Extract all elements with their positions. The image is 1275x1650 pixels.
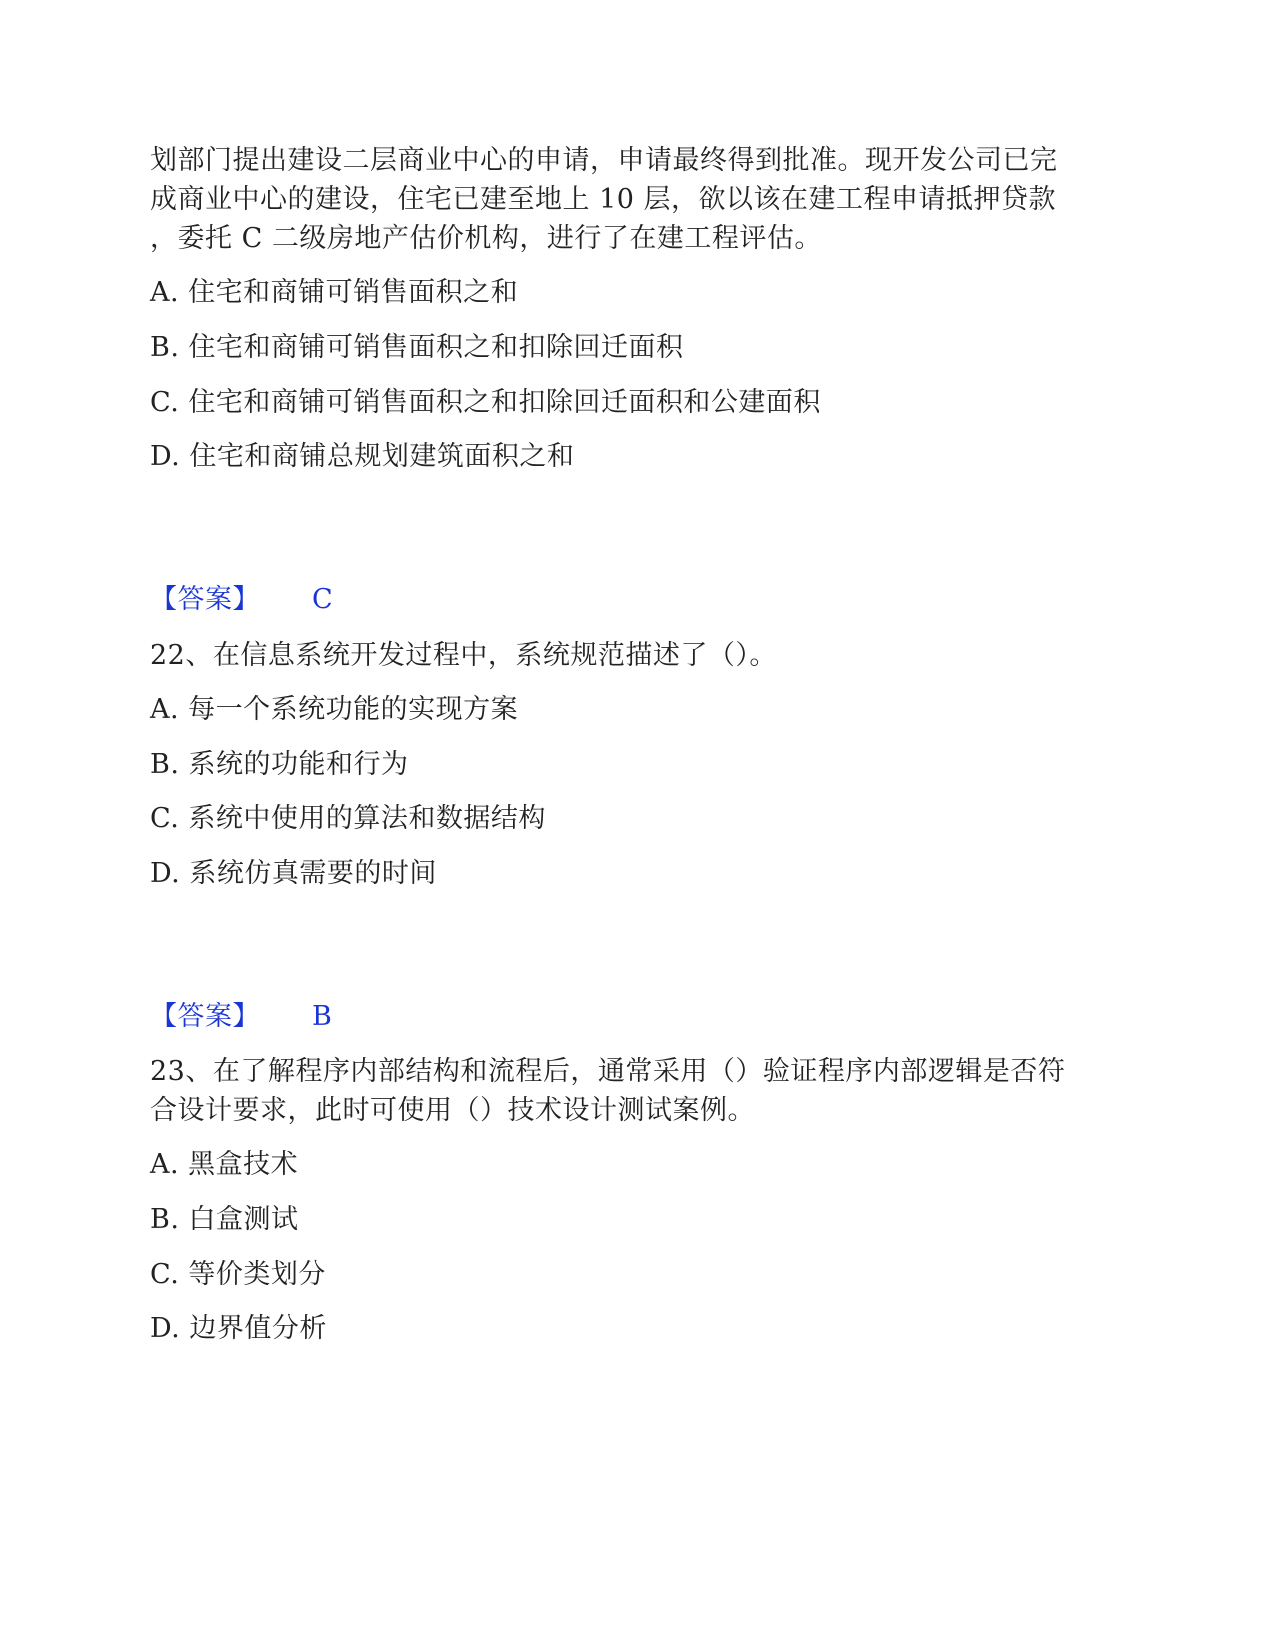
q22-option-a: A. 每一个系统功能的实现方案 bbox=[150, 694, 519, 725]
answer-value: B bbox=[312, 1001, 333, 1032]
q23-stem-line-1: 23、在了解程序内部结构和流程后，通常采用（）验证程序内部逻辑是否符 bbox=[150, 1056, 1066, 1087]
q22-option-b: B. 系统的功能和行为 bbox=[150, 749, 409, 780]
q22-stem-line-1: 22、在信息系统开发过程中，系统规范描述了（）。 bbox=[150, 640, 777, 671]
q21-answer bbox=[150, 580, 333, 620]
q21-stem-line-1: 划部门提出建设二层商业中心的申请，申请最终得到批准。现开发公司已完 bbox=[150, 145, 1058, 176]
q21-stem-line-3: ，委托 C 二级房地产估价机构，进行了在建工程评估。 bbox=[150, 223, 822, 254]
q22-answer bbox=[150, 997, 332, 1037]
q23-option-d: D. 边界值分析 bbox=[150, 1313, 327, 1344]
q23-option-c: C. 等价类划分 bbox=[150, 1259, 326, 1290]
answer-label: 【答案】 bbox=[150, 1001, 260, 1032]
q21-option-a: A. 住宅和商铺可销售面积之和 bbox=[150, 277, 519, 308]
answer-label: 【答案】 bbox=[150, 584, 260, 615]
q21-option-d: D. 住宅和商铺总规划建筑面积之和 bbox=[150, 441, 575, 472]
q23-option-b: B. 白盒测试 bbox=[150, 1204, 299, 1235]
answer-value: C bbox=[312, 584, 334, 615]
q21-stem-line-2: 成商业中心的建设，住宅已建至地上 10 层，欲以该在建工程申请抵押贷款 bbox=[150, 184, 1057, 215]
q22-option-c: C. 系统中使用的算法和数据结构 bbox=[150, 803, 546, 834]
q21-option-b: B. 住宅和商铺可销售面积之和扣除回迁面积 bbox=[150, 332, 684, 363]
q23-option-a: A. 黑盒技术 bbox=[150, 1149, 299, 1180]
q21-option-c: C. 住宅和商铺可销售面积之和扣除回迁面积和公建面积 bbox=[150, 387, 821, 418]
q23-stem-line-2: 合设计要求，此时可使用（）技术设计测试案例。 bbox=[150, 1095, 755, 1126]
q22-option-d: D. 系统仿真需要的时间 bbox=[150, 858, 437, 889]
